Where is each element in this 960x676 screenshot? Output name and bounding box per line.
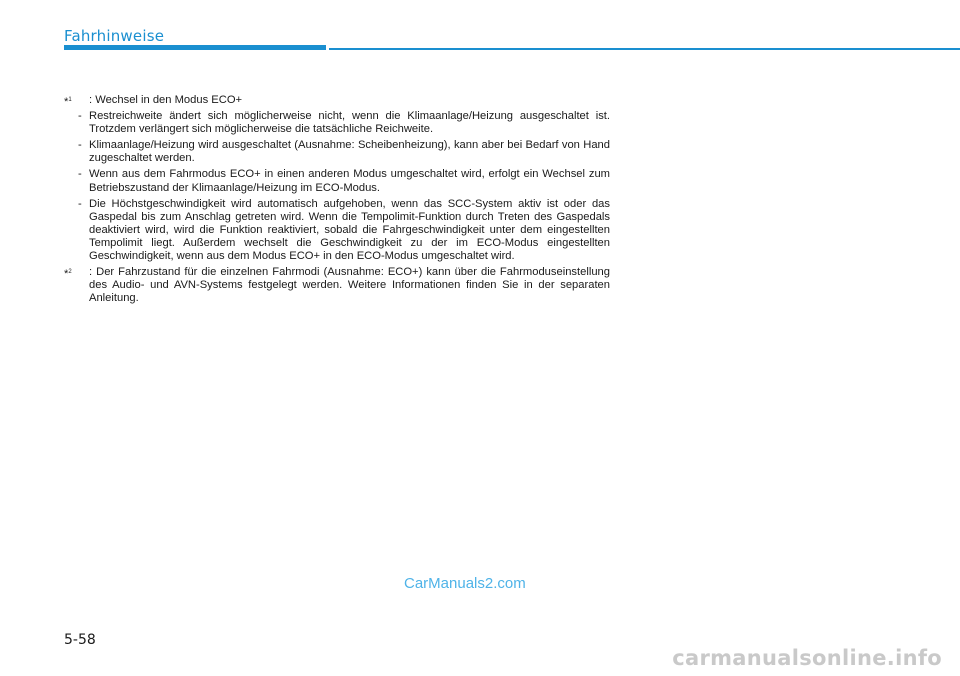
watermark-link[interactable]: CarManuals2.com [404,575,526,592]
footnote-2 [64,266,610,305]
footnote-1-marker: *$^1$ [64,96,72,108]
footnote-1-list [64,110,610,263]
footnote-1-text: : Wechsel in den Modus ECO+ [89,94,243,106]
list-item: - Klimaanlage/Heizung wird ausgeschaltet (Ausnahme: Scheibenheizung), kann aber bei Bedarf von Hand zugeschaltet werden. [78,139,610,165]
footnote-1 [64,94,610,107]
watermark-footer: carmanualsonline.info [672,646,942,670]
footnote-2-marker: *$^2$ [64,268,72,281]
header-rule [329,48,960,50]
page-section-title: Fahrhinweise [64,27,165,45]
list-item: - Wenn aus dem Fahrmodus ECO+ in einen anderen Modus umgeschaltet wird, erfolgt ein Wechsel zum Betriebszustand der Klimaanlage/Heizung im ECO-Modus. [78,168,610,194]
page-number: 5-58 [64,632,96,648]
footnote-2-text: : Der Fahrzustand für die einzelnen Fahrmodi (Ausnahme: ECO+) kann über die Fahrmoduseinstellung des Audio- und AVN-Systems festgelegt werden. Weitere Informationen finden Sie in der separaten Anleitung. [89,266,610,305]
notes-block [64,94,610,305]
header-accent-bar [64,45,326,50]
list-item: - Restreichweite ändert sich möglicherweise nicht, wenn die Klimaanlage/Heizung ausgeschaltet ist. Trotzdem verlängert sich möglicherweise die tatsächliche Reichweite. [78,110,610,136]
list-item: - Die Höchstgeschwindigkeit wird automatisch aufgehoben, wenn das SCC-System aktiv ist oder das Gaspedal bis zum Anschlag getreten wird. Wenn die Tempolimit-Funktion durch Treten des Gaspedals deaktiviert wird, wird die Funktion reaktiviert, sobald die Fahrgeschwindigkeit unter dem eingestellten Tempolimit liegt. Außerdem wechselt die Geschwindigkeit zu der im ECO-Modus eingestellten Geschwindigkeit, wenn aus dem Modus ECO+ in den ECO-Modus umgeschaltet wird. [78,197,610,263]
